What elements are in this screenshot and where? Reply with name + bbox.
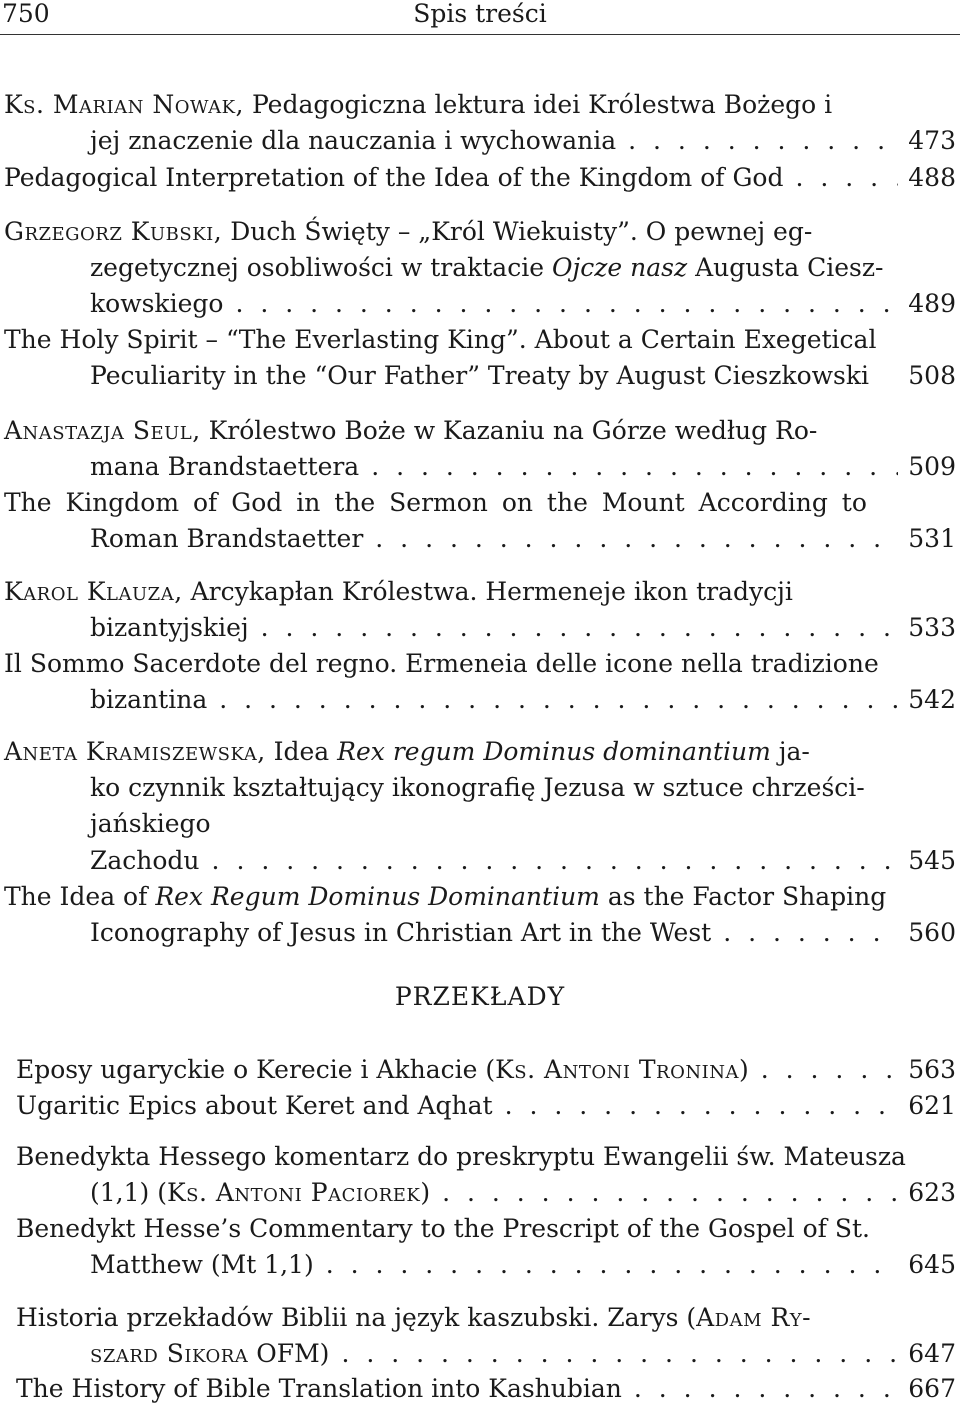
author-name: Anastazja Seul, [4,416,201,445]
dot-leader [375,522,898,556]
page-ref: 489 [908,289,956,318]
dot-leader [795,161,898,195]
author-name: Ks. Antoni Tronina [495,1055,739,1084]
header-rule [0,34,960,35]
toc-line: Benedykta Hessego komentarz do preskryptu Ewangelii św. Mateusza [16,1142,906,1171]
page-ref: 560 [908,918,956,947]
toc-line[interactable]: Eposy ugaryckie o Kerecie i Akhacie (Ks. Antoni Tronina) . . . 563 [16,1053,956,1087]
toc-line[interactable]: Ugaritic Epics about Keret and Aqhat . . . 621 [16,1089,956,1123]
running-title: Spis treści [413,0,547,28]
toc-line: The Idea of Rex Regum Dominus Dominantium as the Factor Shaping [4,882,887,911]
toc-line: Ks. Marian Nowak, Pedagogiczna lektura idei Królestwa Bożego i [4,90,833,119]
dot-leader [371,450,898,484]
page-ref: 509 [908,452,956,481]
toc-line[interactable]: Iconography of Jesus in Christian Art in the West . . . 560 [90,916,956,950]
toc-line: Anastazja Seul, Królestwo Boże w Kazaniu na Górze według Ro- [4,416,818,445]
toc-line[interactable]: The History of Bible Translation into Kashubian . . . 667 [16,1372,956,1406]
toc-line[interactable]: Matthew (Mt 1,1) . . . 645 [90,1248,956,1282]
dot-leader [634,1372,898,1406]
toc-line: Il Sommo Sacerdote del regno. Ermeneia delle icone nella tradizione [4,649,879,678]
section-heading: PRZEKŁADY [394,982,566,1011]
toc-line[interactable]: bizantyjskiej . . . 533 [90,611,956,645]
author-name: Ks. Marian Nowak, [4,90,244,119]
dot-leader [341,1337,898,1371]
page-ref: 473 [908,126,956,155]
page-ref: 645 [908,1250,956,1279]
dot-leader [326,1248,899,1282]
toc-line: The Kingdom of God in the Sermon on the Mount According to [4,488,867,517]
toc-line: Benedykt Hesse’s Commentary to the Prescript of the Gospel of St. [16,1214,870,1243]
dot-leader [723,916,898,950]
toc-line[interactable]: Peculiarity in the “Our Father” Treaty by August Cieszkowski 508 [90,359,956,393]
author-name: Karol Klauza, [4,577,183,606]
page-ref: 531 [908,524,956,553]
page-ref: 542 [908,685,956,714]
toc-line[interactable]: bizantina . . . 542 [90,683,956,717]
page-ref: 623 [908,1178,956,1207]
dot-leader [505,1089,899,1123]
page-ref: 508 [908,361,956,390]
author-name: Aneta Kramiszewska, [4,737,266,766]
dot-leader [761,1053,899,1087]
dot-leader [235,287,898,321]
toc-line: The Holy Spirit – “The Everlasting King”. About a Certain Exegetical [4,325,877,354]
toc-line[interactable]: szard Sikora OFM) . . . 647 [90,1337,956,1371]
page-ref: 621 [908,1091,956,1120]
toc-line[interactable]: Pedagogical Interpretation of the Idea of the Kingdom of God . . . 488 [4,161,956,195]
toc-line[interactable]: Roman Brandstaetter . . . 531 [90,522,956,556]
dot-leader [212,844,899,878]
toc-line: ko czynnik kształtujący ikonografię Jezusa w sztuce chrześci- [90,773,865,802]
toc-line: zegetycznej osobliwości w traktacie Ojcze nasz Augusta Ciesz- [90,253,884,282]
dot-leader [442,1176,898,1210]
page-ref: 488 [908,163,956,192]
dot-leader [219,683,898,717]
toc-line: jańskiego [90,809,211,838]
toc-line: Grzegorz Kubski, Duch Święty – „Król Wiekuisty”. O pewnej eg- [4,217,813,246]
page-number: 750 [2,0,50,28]
toc-line: Aneta Kramiszewska, Idea Rex regum Dominus dominantium ja- [4,737,810,766]
page-ref: 545 [908,846,956,875]
toc-line[interactable]: mana Brandstaettera . . . 509 [90,450,956,484]
toc-line[interactable]: kowskiego . . . 489 [90,287,956,321]
page-ref: 647 [908,1339,956,1368]
dot-leader [628,124,898,158]
dot-leader [261,611,899,645]
page-header [0,0,960,36]
page-ref: 533 [908,613,956,642]
page-ref: 667 [908,1374,956,1403]
author-name: Grzegorz Kubski, [4,217,223,246]
toc-line: Karol Klauza, Arcykapłan Królestwa. Hermeneje ikon tradycji [4,577,793,606]
author-name: szard Sikora [90,1339,249,1368]
toc-line[interactable]: Zachodu . . . 545 [90,844,956,878]
toc-line[interactable]: jej znaczenie dla nauczania i wychowania . . . 473 [90,124,956,158]
page-ref: 563 [908,1055,956,1084]
author-name: Ks. Antoni Paciorek [166,1178,421,1207]
toc-line[interactable]: (1,1) (Ks. Antoni Paciorek) . . . 623 [90,1176,956,1210]
toc-line: Historia przekładów Biblii na język kaszubski. Zarys (Adam Ry- [16,1303,812,1332]
author-name: Adam Ry- [696,1303,812,1332]
